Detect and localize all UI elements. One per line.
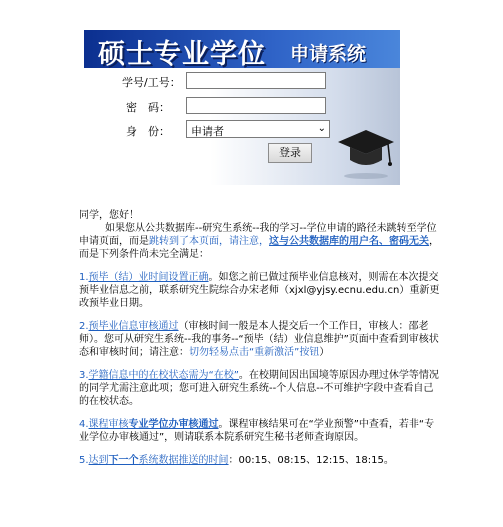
password-input[interactable] — [186, 97, 326, 114]
role-select[interactable] — [186, 120, 330, 138]
role-select-value: 申请者 — [191, 125, 224, 138]
login-form — [84, 68, 400, 185]
login-panel — [84, 30, 400, 185]
condition-3: 3.学籍信息中的在校状态需为“在校”。在校期间因出国境等原因办理过休学等情况的同学尤需注意此项；您可进入研究生系统--个人信息--不可维护字段中查看自己的在校状态。 — [79, 370, 439, 407]
graduation-cap-icon — [336, 114, 396, 184]
id-input[interactable] — [186, 72, 326, 89]
condition-5-link-1[interactable]: 达到 — [88, 455, 109, 466]
greeting: 同学，您好！ — [79, 210, 139, 221]
condition-5-link-3[interactable]: 系统数据推送的时间 — [138, 455, 229, 466]
condition-4-link-2[interactable]: 专业学位办审核通过 — [128, 419, 219, 430]
condition-1-link[interactable]: 预毕（结）业时间设置正确 — [88, 272, 209, 283]
condition-3-link[interactable]: 学籍信息中的在校状态需为“在校” — [88, 370, 239, 381]
condition-4-link-1[interactable]: 课程审核 — [88, 419, 129, 430]
condition-2-link[interactable]: 预毕业信息审核通过 — [88, 321, 179, 332]
condition-2-warning-link[interactable]: 切勿轻易点击“重新激活”按钮 — [189, 347, 320, 358]
intro-paragraph: 如果您从公共数据库--研究生系统--我的学习--学位申请的路径未跳转至学位申请页面，而是跳转到了本页面，请注意，这与公共数据库的用户名、密码无关，而是下列条件尚未完全满足： — [79, 223, 439, 260]
condition-5: 5.达到下一个系统数据推送的时间：00:15、08:15、12:15、18:15。 — [79, 455, 394, 466]
id-label: 学号/工号： — [122, 76, 181, 89]
header-banner — [84, 30, 400, 68]
intro-link-2[interactable]: 这与公共数据库的用户名、密码无关 — [269, 236, 429, 247]
notice-text — [79, 209, 441, 467]
chevron-down-icon: ⌄ — [317, 123, 326, 134]
intro-link-1[interactable]: 跳转到了本页面，请注意， — [149, 236, 269, 247]
condition-2: 2.预毕业信息审核通过（审核时间一般是本人提交后一个工作日，审核人：邵老师）。您可从研究生系统--我的事务--“预毕（结）业信息维护”页面中查看到审核状态和审核时间；请注意：切勿轻易点击“重新激活”按钮） — [79, 321, 439, 358]
login-button[interactable]: 登录 — [268, 143, 312, 163]
role-label: 身 份： — [126, 125, 170, 138]
app-title: 硕士专业学位 — [98, 39, 266, 68]
condition-4: 4.课程审核专业学位办审核通过。课程审核结果可在“学业预警”中查看，若非“专业学位办审核通过”，则请联系本院系研究生秘书老师查询原因。 — [79, 419, 435, 443]
condition-1: 1.预毕（结）业时间设置正确。如您之前已做过预毕业信息核对，则需在本次提交预毕业信息之前，联系研究生院综合办宋老师（xjxl@yjsy.ecnu.edu.cn）重新更改预毕业日期。 — [79, 272, 440, 309]
condition-5-link-2[interactable]: 下一个 — [108, 455, 139, 466]
app-subtitle: 申请系统 — [290, 43, 367, 65]
password-label: 密 码： — [126, 101, 170, 114]
